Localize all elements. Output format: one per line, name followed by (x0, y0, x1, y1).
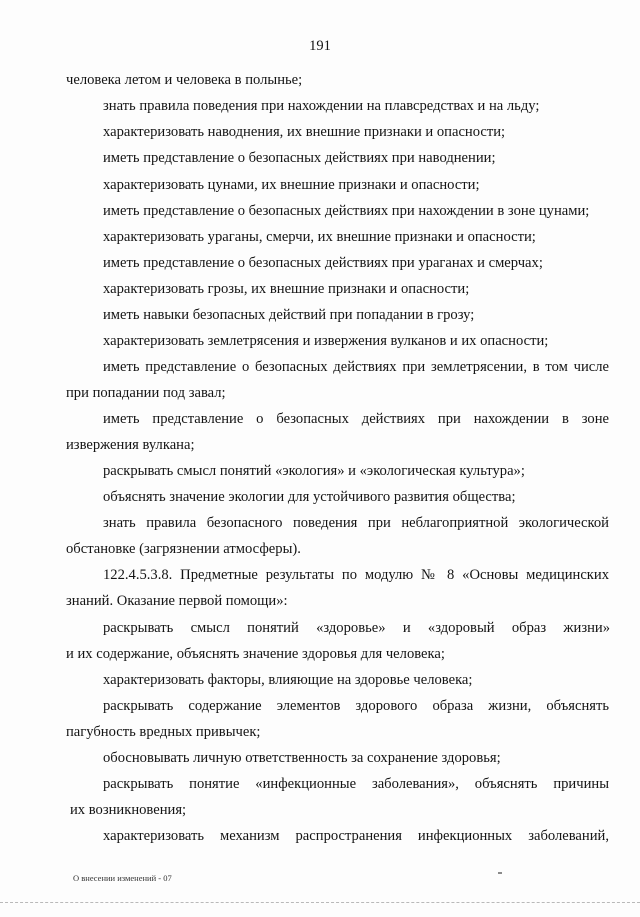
text-line: знать правила поведения при нахождении на плавсредствах и на льду; (103, 98, 540, 114)
text-line: характеризовать ураганы, смерчи, их внешние признаки и опасности; (103, 229, 536, 245)
text-line: объяснять значение экологии для устойчивого развития общества; (103, 489, 516, 505)
scan-mark (498, 872, 502, 874)
text-line: иметь представление о безопасных действиях при ураганах и смерчах; (103, 255, 543, 271)
text-line: характеризовать грозы, их внешние признаки и опасности; (103, 281, 470, 297)
text-line: раскрывать понятие «инфекционные заболевания», объяснять причины (103, 776, 609, 792)
footer-note: О внесении изменений - 07 (73, 873, 172, 883)
text-line: иметь представление о безопасных действиях при землетрясении, в том числе (103, 359, 609, 375)
text-line: человека летом и человека в полынье; (66, 72, 303, 88)
text-line: характеризовать факторы, влияющие на здоровье человека; (103, 672, 473, 688)
text-line: пагубность вредных привычек; (66, 724, 261, 740)
text-line: характеризовать механизм распространения инфекционных заболеваний, (103, 828, 609, 844)
text-line: иметь представление о безопасных действиях при нахождении в зоне цунами; (103, 203, 590, 219)
text-line: знаний. Оказание первой помощи»: (66, 593, 288, 609)
text-line: характеризовать землетрясения и извержения вулканов и их опасности; (103, 333, 549, 349)
text-line: извержения вулкана; (66, 437, 195, 453)
scan-edge-artifact (0, 902, 640, 903)
text-line: иметь представление о безопасных действиях при нахождении в зоне (103, 411, 609, 427)
text-line: обстановке (загрязнении атмосферы). (66, 541, 301, 557)
text-line: характеризовать цунами, их внешние признаки и опасности; (103, 177, 480, 193)
text-line: характеризовать наводнения, их внешние признаки и опасности; (103, 124, 506, 140)
text-line: раскрывать смысл понятий «здоровье» и «здоровый образ жизни» (103, 620, 610, 636)
text-line: при попадании под завал; (66, 385, 226, 401)
text-line: раскрывать смысл понятий «экология» и «экологическая культура»; (103, 463, 525, 479)
text-line: раскрывать содержание элементов здорового образа жизни, объяснять (103, 698, 609, 714)
text-line: обосновывать личную ответственность за сохранение здоровья; (103, 750, 501, 766)
text-line: иметь представление о безопасных действиях при наводнении; (103, 150, 496, 166)
text-line: их возникновения; (70, 802, 187, 818)
page-number: 191 (309, 38, 331, 54)
text-line: иметь навыки безопасных действий при попадании в грозу; (103, 307, 475, 323)
text-line: и их содержание, объяснять значение здоровья для человека; (66, 646, 445, 662)
text-line: 122.4.5.3.8. Предметные результаты по модулю № 8 «Основы медицинских (103, 567, 609, 583)
text-line: знать правила безопасного поведения при неблагоприятной экологической (103, 515, 609, 531)
